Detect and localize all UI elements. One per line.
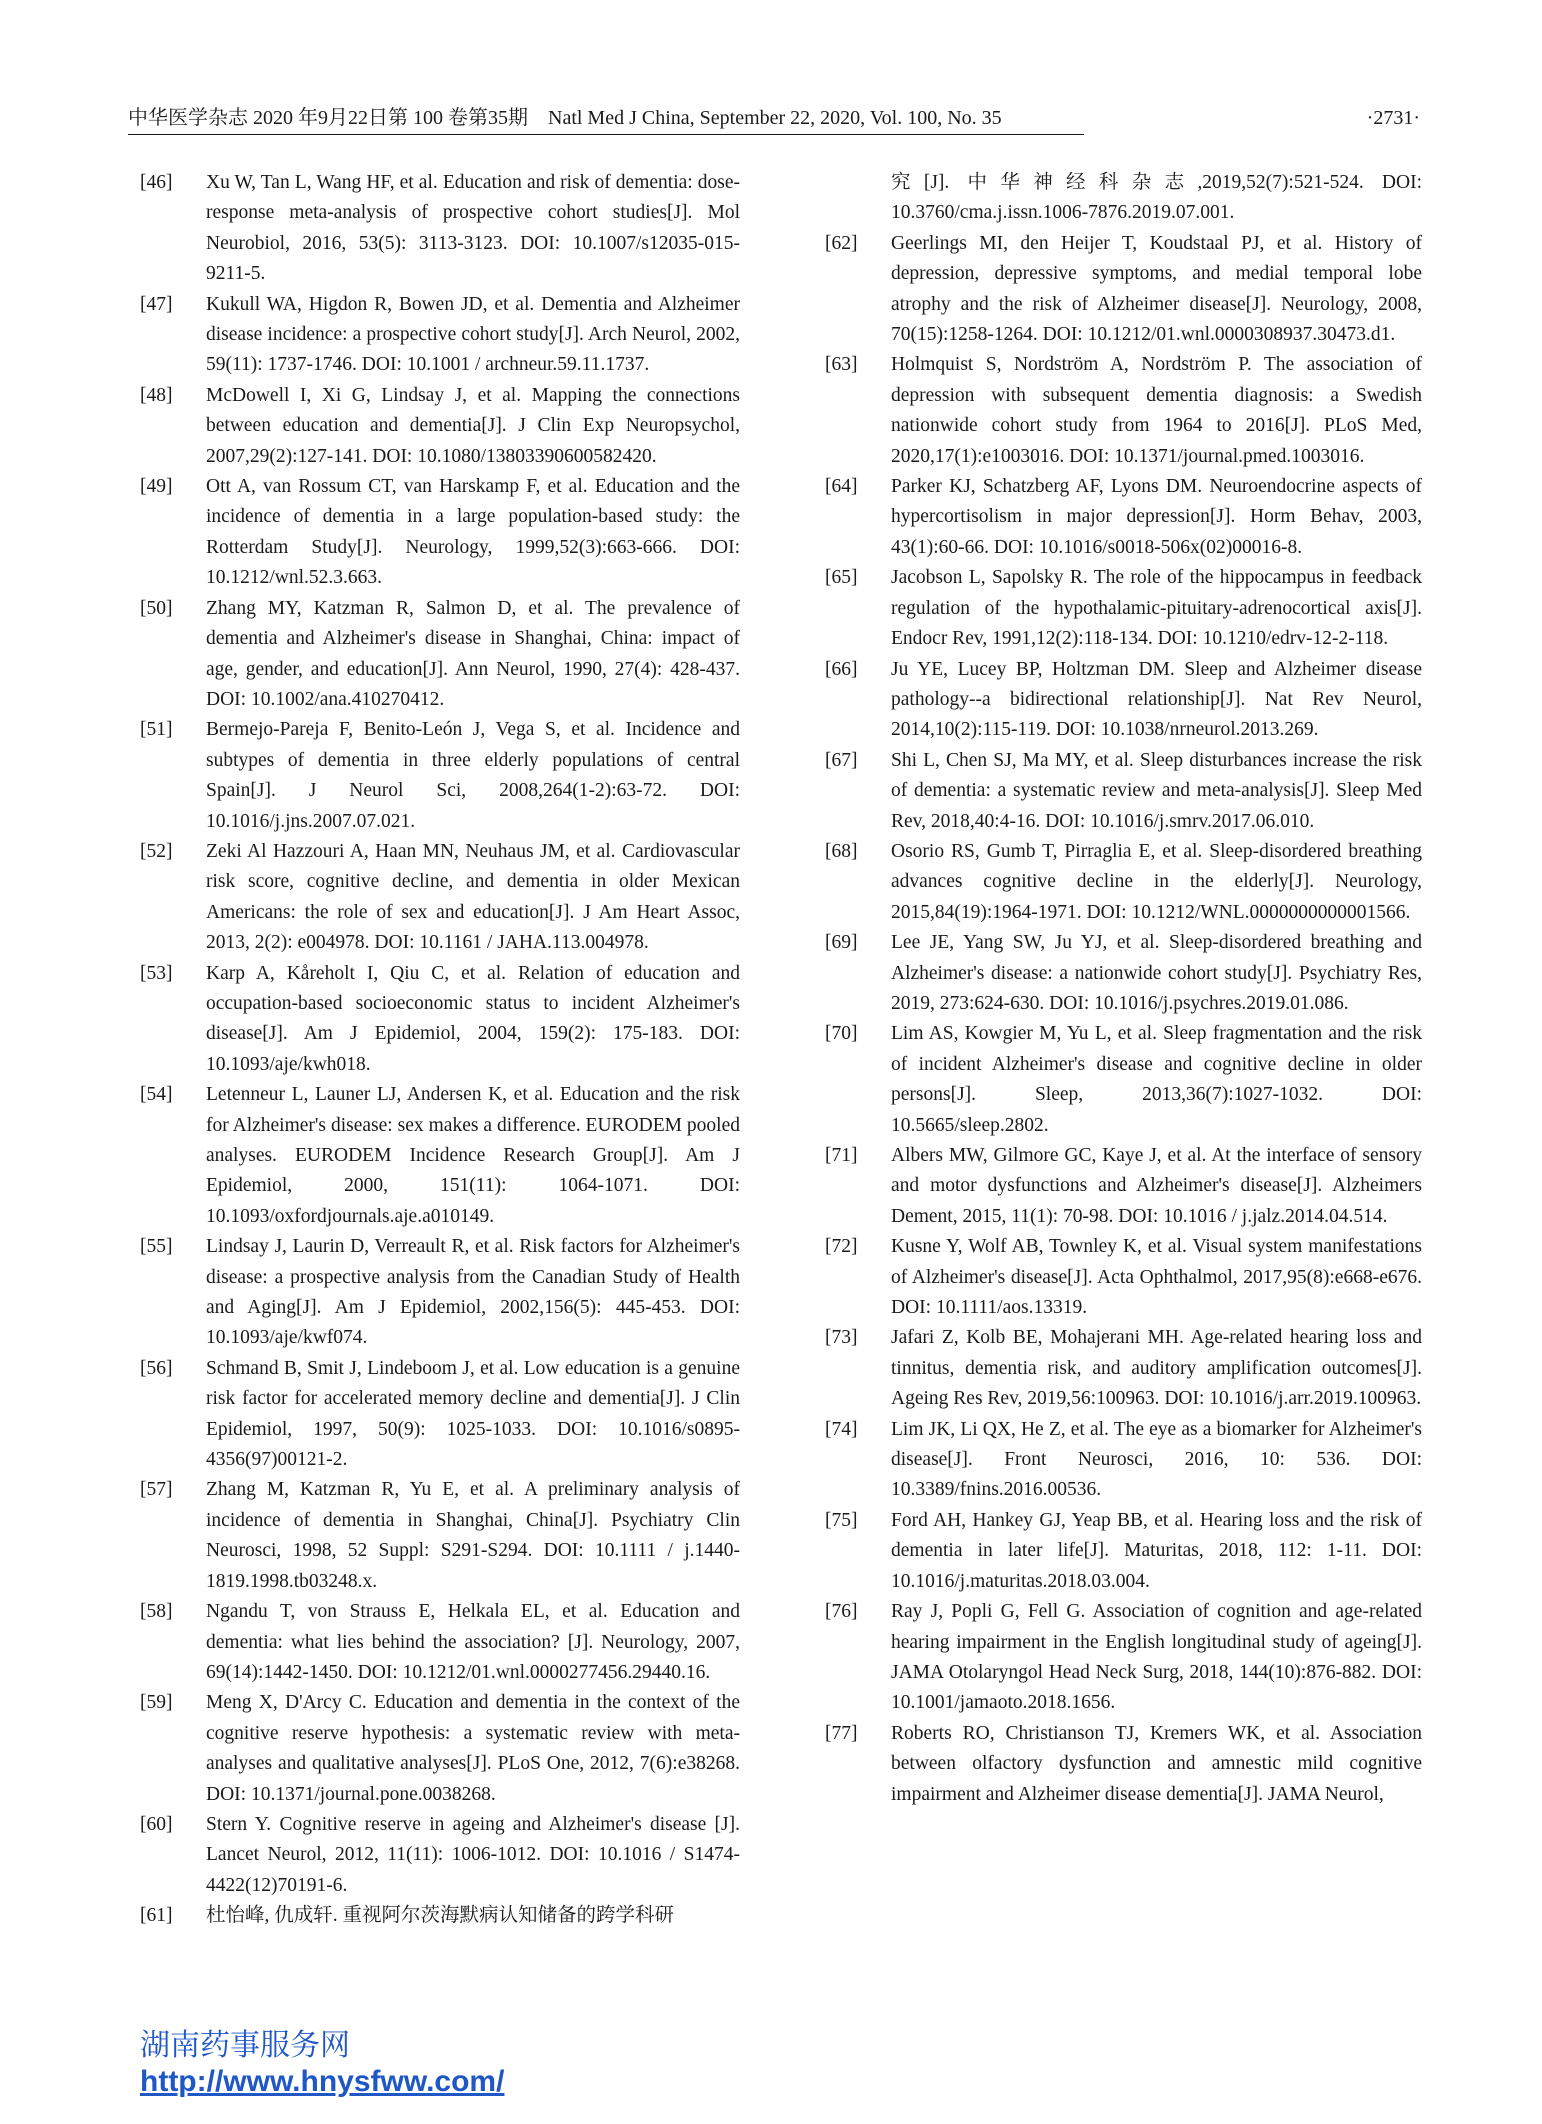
reference-number: [76] bbox=[825, 1601, 858, 1623]
reference-text: Holmquist S, Nordström A, Nordström P. The association of depression with subsequent dementia diagnosis: a Swedish nationwide cohort study from 1964 to 2016[J]. PLoS Med, 2020,17(1):e1003016. DOI: 10.1371/journal.pmed.1003016. bbox=[891, 354, 1422, 467]
reference-entry bbox=[140, 1354, 740, 1476]
reference-entry bbox=[140, 472, 740, 594]
reference-number: [47] bbox=[140, 293, 173, 315]
reference-entry bbox=[825, 837, 1422, 928]
reference-number: [48] bbox=[140, 384, 173, 406]
reference-entry bbox=[825, 1232, 1422, 1323]
reference-entry bbox=[140, 715, 740, 837]
page-number: ·2731· bbox=[1366, 107, 1420, 129]
reference-number: [65] bbox=[825, 567, 858, 589]
reference-number: [61] bbox=[140, 1905, 173, 1927]
reference-text: Xu W, Tan L, Wang HF, et al. Education and risk of dementia: dose-response meta-analysis of prospective cohort studies[J]. Mol Neurobiol, 2016, 53(5): 3113-3123. DOI: 10.1007/s12035-015-9211-5. bbox=[206, 172, 740, 285]
reference-number: [72] bbox=[825, 1236, 858, 1258]
reference-text: Ray J, Popli G, Fell G. Association of cognition and age-related hearing impairment in the English longitudinal study of ageing[J]. JAMA Otolaryngol Head Neck Surg, 2018, 144(10):876-882. DOI: 10.1001/jamaoto.2018.1656. bbox=[891, 1601, 1422, 1714]
reference-text: Schmand B, Smit J, Lindeboom J, et al. Low education is a genuine risk factor for accelerated memory decline and dementia[J]. J Clin Epidemiol, 1997, 50(9): 1025-1033. DOI: 10.1016/s0895-4356(97)00121-2. bbox=[206, 1357, 740, 1471]
reference-number: [70] bbox=[825, 1023, 858, 1045]
reference-text: Jafari Z, Kolb BE, Mohajerani MH. Age-related hearing loss and tinnitus, dementia risk, and auditory amplification outcomes[J]. Ageing Res Rev, 2019,56:100963. DOI: 10.1016/j.arr.2019.100963. bbox=[891, 1327, 1422, 1410]
reference-text: Ngandu T, von Strauss E, Helkala EL, et al. Education and dementia: what lies behind the association? [J]. Neurology, 2007, 69(14):1442-1450. DOI: 10.1212/01.wnl.0000277456.29440.16. bbox=[206, 1601, 740, 1683]
reference-entry bbox=[140, 1901, 740, 1931]
watermark-site-name: 湖南药事服务网 bbox=[140, 2028, 350, 2063]
watermark-url-link[interactable]: http://www.hnysfww.com/ bbox=[140, 2065, 505, 2098]
reference-entry bbox=[140, 168, 740, 290]
reference-text: Parker KJ, Schatzberg AF, Lyons DM. Neuroendocrine aspects of hypercortisolism in major depression[J]. Horm Behav, 2003, 43(1):60-66. DOI: 10.1016/s0018-506x(02)00016-8. bbox=[891, 476, 1422, 558]
reference-text: Lim AS, Kowgier M, Yu L, et al. Sleep fragmentation and the risk of incident Alzheimer's disease and cognitive decline in older persons[J]. Sleep, 2013,36(7):1027-1032. DOI: 10.5665/sleep.2802. bbox=[891, 1023, 1422, 1136]
reference-entry bbox=[825, 1019, 1422, 1141]
reference-entry bbox=[825, 1719, 1422, 1810]
reference-entry bbox=[825, 655, 1422, 746]
reference-text: Letenneur L, Launer LJ, Andersen K, et al. Education and the risk for Alzheimer's disease: sex makes a difference. EURODEM pooled analyses. EURODEM Incidence Research Group[J]. Am J Epidemiol, 2000, 151(11): 1064-1071. DOI: 10.1093/oxfordjournals.aje.a010149. bbox=[206, 1084, 740, 1227]
reference-number: [68] bbox=[825, 840, 858, 862]
reference-number: [69] bbox=[825, 932, 858, 954]
reference-number: [55] bbox=[140, 1236, 173, 1258]
reference-text: 究[J]. 中华神经科杂志,2019,52(7):521-524. DOI: 10.3760/cma.j.issn.1006-7876.2019.07.001. bbox=[891, 172, 1422, 224]
reference-text: Bermejo-Pareja F, Benito-León J, Vega S, et al. Incidence and subtypes of dementia in three elderly populations of central Spain[J]. J Neurol Sci, 2008,264(1-2):63-72. DOI: 10.1016/j.jns.2007.07.021. bbox=[206, 719, 740, 832]
reference-text: Geerlings MI, den Heijer T, Koudstaal PJ, et al. History of depression, depressive symptoms, and medial temporal lobe atrophy and the risk of Alzheimer disease[J]. Neurology, 2008, 70(15):1258-1264. DOI: 10.1212/01.wnl.0000308937.30473.d1. bbox=[891, 232, 1422, 346]
reference-text: 杜怡峰, 仇成轩. 重视阿尔茨海默病认知储备的跨学科研 bbox=[206, 1905, 675, 1927]
reference-text: Meng X, D'Arcy C. Education and dementia in the context of the cognitive reserve hypothesis: a systematic review with meta-analyses and qualitative analyses[J]. PLoS One, 2012, 7(6):e38268. DOI: 10.1371/journal.pone.0038268. bbox=[206, 1692, 740, 1805]
reference-text: Kusne Y, Wolf AB, Townley K, et al. Visual system manifestations of Alzheimer's disease[J]. Acta Ophthalmol, 2017,95(8):e668-e676. DOI: 10.1111/aos.13319. bbox=[891, 1236, 1422, 1319]
reference-number: [64] bbox=[825, 476, 858, 498]
reference-entry bbox=[825, 1323, 1422, 1414]
reference-number: [66] bbox=[825, 658, 858, 680]
reference-number: [58] bbox=[140, 1601, 173, 1623]
reference-entry bbox=[825, 1597, 1422, 1719]
reference-entry bbox=[140, 1688, 740, 1810]
reference-text: McDowell I, Xi G, Lindsay J, et al. Mapping the connections between education and dementia[J]. J Clin Exp Neuropsychol, 2007,29(2):127-141. DOI: 10.1080/13803390600582420. bbox=[206, 384, 740, 467]
reference-text: Zhang M, Katzman R, Yu E, et al. A preliminary analysis of incidence of dementia in Shanghai, China[J]. Psychiatry Clin Neurosci, 1998, 52 Suppl: S291-S294. DOI: 10.1111 / j.1440-1819.1998.tb03248.x. bbox=[206, 1479, 740, 1592]
reference-entry bbox=[140, 1597, 740, 1688]
reference-entry bbox=[825, 1415, 1422, 1506]
reference-number: [73] bbox=[825, 1327, 858, 1349]
reference-text: Stern Y. Cognitive reserve in ageing and Alzheimer's disease [J]. Lancet Neurol, 2012, 11(11): 1006-1012. DOI: 10.1016 / S1474-4422(12)70191-6. bbox=[206, 1813, 740, 1896]
reference-text: Zhang MY, Katzman R, Salmon D, et al. The prevalence of dementia and Alzheimer's disease in Shanghai, China: impact of age, gender, and education[J]. Ann Neurol, 1990, 27(4): 428-437. DOI: 10.1002/ana.410270412. bbox=[206, 597, 740, 710]
reference-text: Roberts RO, Christianson TJ, Kremers WK, et al. Association between olfactory dysfunction and amnestic mild cognitive impairment and Alzheimer disease dementia[J]. JAMA Neurol, bbox=[891, 1722, 1422, 1805]
reference-text: Shi L, Chen SJ, Ma MY, et al. Sleep disturbances increase the risk of dementia: a systematic review and meta-analysis[J]. Sleep Med Rev, 2018,40:4-16. DOI: 10.1016/j.smrv.2017.06.010. bbox=[891, 749, 1422, 832]
reference-number: [60] bbox=[140, 1813, 173, 1835]
reference-entry bbox=[140, 1475, 740, 1597]
references-left-column bbox=[140, 168, 740, 1932]
reference-text: Osorio RS, Gumb T, Pirraglia E, et al. Sleep-disordered breathing advances cognitive decline in the elderly[J]. Neurology, 2015,84(19):1964-1971. DOI: 10.1212/WNL.0000000000001566. bbox=[891, 840, 1422, 923]
reference-entry bbox=[140, 381, 740, 472]
reference-text: Lee JE, Yang SW, Ju YJ, et al. Sleep-disordered breathing and Alzheimer's disease: a nationwide cohort study[J]. Psychiatry Res, 2019, 273:624-630. DOI: 10.1016/j.psychres.2019.01.086. bbox=[891, 932, 1422, 1014]
reference-number: [71] bbox=[825, 1145, 858, 1166]
reference-entry bbox=[140, 837, 740, 959]
reference-number: [54] bbox=[140, 1084, 173, 1106]
reference-entry bbox=[140, 1232, 740, 1354]
reference-text: Jacobson L, Sapolsky R. The role of the hippocampus in feedback regulation of the hypothalamic-pituitary-adrenocortical axis[J]. Endocr Rev, 1991,12(2):118-134. DOI: 10.1210/edrv-12-2-118. bbox=[891, 567, 1422, 650]
running-header bbox=[128, 100, 1420, 136]
reference-entry bbox=[825, 350, 1422, 472]
reference-number: [62] bbox=[825, 232, 858, 254]
reference-entry bbox=[140, 1080, 740, 1232]
reference-text: Ford AH, Hankey GJ, Yeap BB, et al. Hearing loss and the risk of dementia in later life[J]. Maturitas, 2018, 112: 1-11. DOI: 10.1016/j.maturitas.2018.03.004. bbox=[891, 1509, 1422, 1592]
reference-number: [53] bbox=[140, 962, 173, 984]
reference-text: Albers MW, Gilmore GC, Kaye J, et al. At the interface of sensory and motor dysfunctions and Alzheimer's disease[J]. Alzheimers Dement, 2015, 11(1): 70-98. DOI: 10.1016 / j.jalz.2014.04.514. bbox=[891, 1145, 1422, 1227]
reference-text: Kukull WA, Higdon R, Bowen JD, et al. Dementia and Alzheimer disease incidence: a prospective cohort study[J]. Arch Neurol, 2002, 59(11): 1737-1746. DOI: 10.1001 / archneur.59.11.1737. bbox=[206, 293, 740, 376]
reference-number: [56] bbox=[140, 1357, 173, 1379]
reference-number: [52] bbox=[140, 840, 173, 862]
reference-entry bbox=[825, 1506, 1422, 1597]
reference-text: Zeki Al Hazzouri A, Haan MN, Neuhaus JM, et al. Cardiovascular risk score, cognitive decline, and dementia in older Mexican Americans: the role of sex and education[J]. J Am Heart Assoc, 2013, 2(2): e004978. DOI: 10.1161 / JAHA.113.004978. bbox=[206, 840, 740, 954]
reference-number: [57] bbox=[140, 1479, 173, 1501]
reference-number: [49] bbox=[140, 476, 173, 498]
reference-number: [74] bbox=[825, 1418, 858, 1440]
site-watermark bbox=[140, 2028, 504, 2100]
reference-entry bbox=[825, 229, 1422, 351]
reference-number: [67] bbox=[825, 749, 858, 771]
reference-entry bbox=[825, 1141, 1422, 1232]
reference-text: Karp A, Kåreholt I, Qiu C, et al. Relation of education and occupation-based socioeconomic status to incident Alzheimer's disease[J]. Am J Epidemiol, 2004, 159(2): 175-183. DOI: 10.1093/aje/kwh018. bbox=[206, 962, 740, 1075]
reference-number: [77] bbox=[825, 1722, 858, 1744]
reference-text: Lim JK, Li QX, He Z, et al. The eye as a biomarker for Alzheimer's disease[J]. Front Neurosci, 2016, 10: 536. DOI: 10.3389/fnins.2016.00536. bbox=[891, 1418, 1422, 1501]
reference-entry bbox=[825, 168, 1422, 229]
journal-citation-header: 中华医学杂志 2020 年9月22日第 100 卷第35期 Natl Med J China, September 22, 2020, Vol. 100, No. 35 bbox=[128, 107, 1002, 129]
reference-entry bbox=[140, 959, 740, 1081]
references-right-column bbox=[825, 168, 1422, 1810]
reference-text: Lindsay J, Laurin D, Verreault R, et al. Risk factors for Alzheimer's disease: a prospective analysis from the Canadian Study of Health and Aging[J]. Am J Epidemiol, 2002,156(5): 445-453. DOI: 10.1093/aje/kwf074. bbox=[206, 1236, 740, 1349]
reference-entry bbox=[825, 928, 1422, 1019]
reference-entry bbox=[825, 563, 1422, 654]
reference-number: [75] bbox=[825, 1509, 858, 1531]
reference-number: [50] bbox=[140, 597, 173, 619]
reference-number: [46] bbox=[140, 172, 173, 193]
reference-entry bbox=[140, 1810, 740, 1901]
reference-number: [63] bbox=[825, 354, 858, 376]
reference-text: Ju YE, Lucey BP, Holtzman DM. Sleep and Alzheimer disease pathology--a bidirectional relationship[J]. Nat Rev Neurol, 2014,10(2):115-119. DOI: 10.1038/nrneurol.2013.269. bbox=[891, 658, 1422, 741]
reference-entry bbox=[140, 594, 740, 716]
reference-entry bbox=[825, 472, 1422, 563]
reference-number: [59] bbox=[140, 1692, 173, 1714]
header-rule bbox=[128, 134, 1084, 135]
reference-entry bbox=[140, 290, 740, 381]
reference-number: [51] bbox=[140, 719, 173, 741]
reference-entry bbox=[825, 746, 1422, 837]
reference-text: Ott A, van Rossum CT, van Harskamp F, et al. Education and the incidence of dementia in a large population-based study: the Rotterdam Study[J]. Neurology, 1999,52(3):663-666. DOI: 10.1212/wnl.52.3.663. bbox=[206, 476, 740, 589]
